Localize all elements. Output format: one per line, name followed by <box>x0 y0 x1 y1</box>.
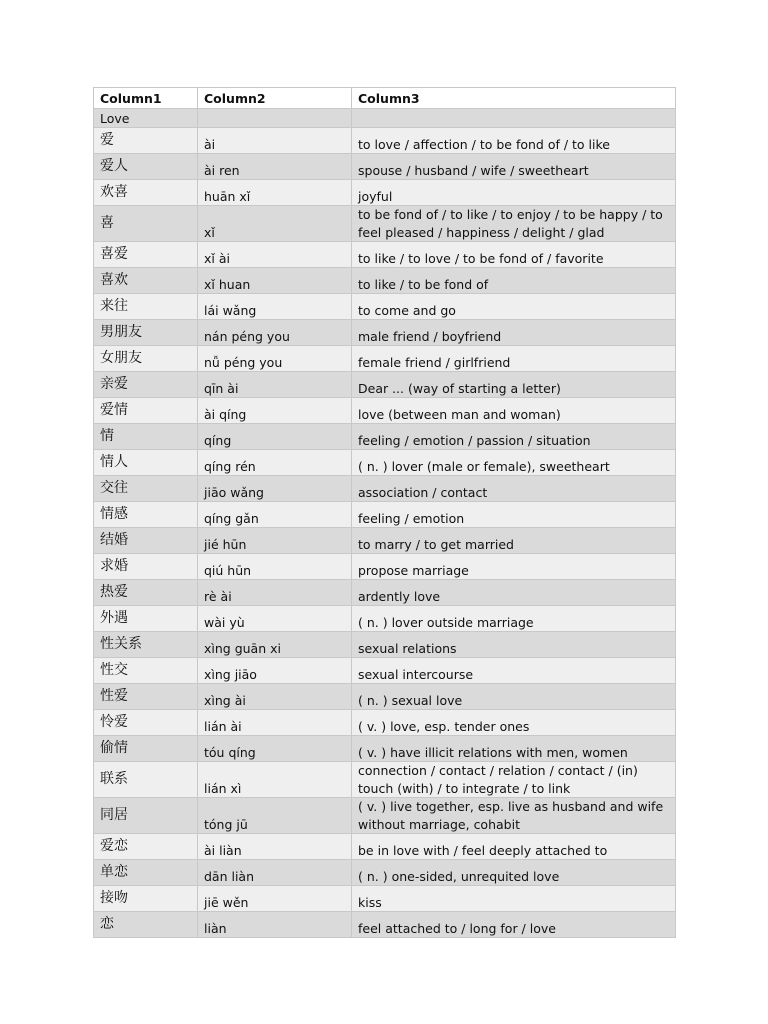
meaning-cell: ( v. ) have illicit relations with men, women <box>352 736 676 762</box>
hanzi-cell: 性爱 <box>94 684 198 710</box>
empty-cell <box>352 109 676 128</box>
hanzi-cell: 单恋 <box>94 860 198 886</box>
table-row <box>94 710 676 736</box>
meaning-cell: to like / to love / to be fond of / favorite <box>352 242 676 268</box>
section-label: Love <box>94 109 198 128</box>
pinyin-cell: lián ài <box>198 710 352 736</box>
meaning-cell: male friend / boyfriend <box>352 320 676 346</box>
table-row <box>94 128 676 154</box>
pinyin-cell: lái wǎng <box>198 294 352 320</box>
hanzi-cell: 联系 <box>94 762 198 798</box>
pinyin-cell: ài <box>198 128 352 154</box>
table-row <box>94 320 676 346</box>
table-row <box>94 294 676 320</box>
meaning-cell: ( n. ) lover (male or female), sweetheart <box>352 450 676 476</box>
pinyin-cell: nán péng you <box>198 320 352 346</box>
table-row <box>94 632 676 658</box>
hanzi-cell: 接吻 <box>94 886 198 912</box>
pinyin-cell: tóng jū <box>198 798 352 834</box>
pinyin-cell: xǐ ài <box>198 242 352 268</box>
hanzi-cell: 怜爱 <box>94 710 198 736</box>
meaning-cell: ( v. ) live together, esp. live as husband and wife without marriage, cohabit <box>352 798 676 834</box>
pinyin-cell: ài qíng <box>198 398 352 424</box>
meaning-cell: ( v. ) love, esp. tender ones <box>352 710 676 736</box>
meaning-cell: feeling / emotion / passion / situation <box>352 424 676 450</box>
hanzi-cell: 同居 <box>94 798 198 834</box>
hanzi-cell: 来往 <box>94 294 198 320</box>
table-row <box>94 528 676 554</box>
hanzi-cell: 情 <box>94 424 198 450</box>
table-row <box>94 658 676 684</box>
pinyin-cell: dān liàn <box>198 860 352 886</box>
table-row <box>94 860 676 886</box>
meaning-cell: ( n. ) one-sided, unrequited love <box>352 860 676 886</box>
meaning-cell: association / contact <box>352 476 676 502</box>
hanzi-cell: 亲爱 <box>94 372 198 398</box>
meaning-cell: feel attached to / long for / love <box>352 912 676 938</box>
table-row <box>94 580 676 606</box>
empty-cell <box>198 109 352 128</box>
meaning-cell: to come and go <box>352 294 676 320</box>
hanzi-cell: 爱恋 <box>94 834 198 860</box>
meaning-cell: female friend / girlfriend <box>352 346 676 372</box>
hanzi-cell: 情人 <box>94 450 198 476</box>
column3-header: Column3 <box>352 88 676 109</box>
hanzi-cell: 外遇 <box>94 606 198 632</box>
hanzi-cell: 交往 <box>94 476 198 502</box>
meaning-cell: love (between man and woman) <box>352 398 676 424</box>
hanzi-cell: 爱 <box>94 128 198 154</box>
pinyin-cell: lián xì <box>198 762 352 798</box>
meaning-cell: connection / contact / relation / contact / (in) touch (with) / to integrate / to link <box>352 762 676 798</box>
pinyin-cell: rè ài <box>198 580 352 606</box>
header-row <box>94 88 676 109</box>
table-row <box>94 912 676 938</box>
table-row <box>94 834 676 860</box>
hanzi-cell: 性交 <box>94 658 198 684</box>
hanzi-cell: 男朋友 <box>94 320 198 346</box>
hanzi-cell: 爱人 <box>94 154 198 180</box>
pinyin-cell: qīn ài <box>198 372 352 398</box>
hanzi-cell: 喜爱 <box>94 242 198 268</box>
table-row <box>94 398 676 424</box>
hanzi-cell: 求婚 <box>94 554 198 580</box>
hanzi-cell: 喜欢 <box>94 268 198 294</box>
meaning-cell: sexual relations <box>352 632 676 658</box>
meaning-cell: joyful <box>352 180 676 206</box>
table-row <box>94 424 676 450</box>
table-row <box>94 606 676 632</box>
meaning-cell: to like / to be fond of <box>352 268 676 294</box>
hanzi-cell: 欢喜 <box>94 180 198 206</box>
hanzi-cell: 喜 <box>94 206 198 242</box>
table-row <box>94 684 676 710</box>
pinyin-cell: xǐ huan <box>198 268 352 294</box>
meaning-cell: ( n. ) lover outside marriage <box>352 606 676 632</box>
meaning-cell: kiss <box>352 886 676 912</box>
pinyin-cell: xìng guān xi <box>198 632 352 658</box>
hanzi-cell: 性关系 <box>94 632 198 658</box>
table-row <box>94 154 676 180</box>
pinyin-cell: nǚ péng you <box>198 346 352 372</box>
pinyin-cell: jiē wěn <box>198 886 352 912</box>
meaning-cell: to love / affection / to be fond of / to like <box>352 128 676 154</box>
table-row <box>94 736 676 762</box>
table-row <box>94 206 676 242</box>
table-row <box>94 242 676 268</box>
table-row <box>94 554 676 580</box>
table-row <box>94 798 676 834</box>
pinyin-cell: ài ren <box>198 154 352 180</box>
pinyin-cell: liàn <box>198 912 352 938</box>
column2-header: Column2 <box>198 88 352 109</box>
pinyin-cell: xìng ài <box>198 684 352 710</box>
meaning-cell: propose marriage <box>352 554 676 580</box>
meaning-cell: to be fond of / to like / to enjoy / to be happy / to feel pleased / happiness / delight / glad <box>352 206 676 242</box>
hanzi-cell: 爱情 <box>94 398 198 424</box>
pinyin-cell: huān xǐ <box>198 180 352 206</box>
hanzi-cell: 结婚 <box>94 528 198 554</box>
section-row <box>94 109 676 128</box>
hanzi-cell: 偷情 <box>94 736 198 762</box>
hanzi-cell: 恋 <box>94 912 198 938</box>
pinyin-cell: ài liàn <box>198 834 352 860</box>
meaning-cell: Dear ... (way of starting a letter) <box>352 372 676 398</box>
table-row <box>94 450 676 476</box>
pinyin-cell: xìng jiāo <box>198 658 352 684</box>
table-row <box>94 502 676 528</box>
table-row <box>94 180 676 206</box>
table-row <box>94 372 676 398</box>
pinyin-cell: qiú hūn <box>198 554 352 580</box>
table-row <box>94 886 676 912</box>
meaning-cell: to marry / to get married <box>352 528 676 554</box>
pinyin-cell: qíng <box>198 424 352 450</box>
pinyin-cell: tóu qíng <box>198 736 352 762</box>
meaning-cell: sexual intercourse <box>352 658 676 684</box>
table-row <box>94 268 676 294</box>
meaning-cell: feeling / emotion <box>352 502 676 528</box>
column1-header: Column1 <box>94 88 198 109</box>
table-row <box>94 346 676 372</box>
pinyin-cell: qíng gǎn <box>198 502 352 528</box>
vocabulary-table <box>93 87 676 938</box>
hanzi-cell: 情感 <box>94 502 198 528</box>
pinyin-cell: xǐ <box>198 206 352 242</box>
table-row <box>94 762 676 798</box>
meaning-cell: be in love with / feel deeply attached to <box>352 834 676 860</box>
pinyin-cell: wài yù <box>198 606 352 632</box>
pinyin-cell: jié hūn <box>198 528 352 554</box>
hanzi-cell: 热爱 <box>94 580 198 606</box>
pinyin-cell: qíng rén <box>198 450 352 476</box>
meaning-cell: spouse / husband / wife / sweetheart <box>352 154 676 180</box>
hanzi-cell: 女朋友 <box>94 346 198 372</box>
meaning-cell: ( n. ) sexual love <box>352 684 676 710</box>
meaning-cell: ardently love <box>352 580 676 606</box>
pinyin-cell: jiāo wǎng <box>198 476 352 502</box>
table-row <box>94 476 676 502</box>
